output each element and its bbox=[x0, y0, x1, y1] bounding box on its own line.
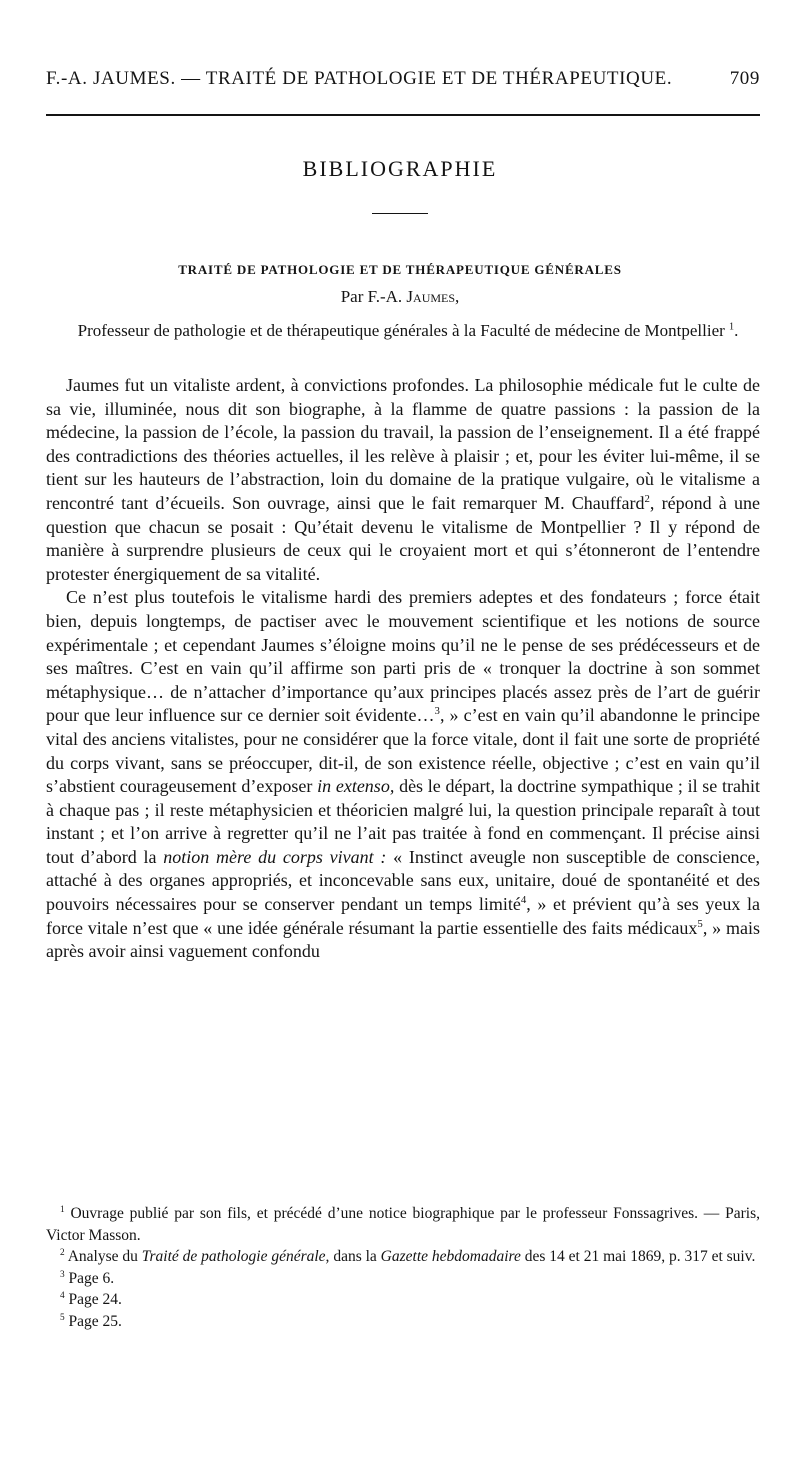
running-head-title: F.-A. JAUMES. — TRAITÉ DE PATHOLOGIE ET DE THÉRAPEUTIQUE. bbox=[46, 68, 673, 89]
text-run: , » c’est en vain qu’il abandonne le principe vital des anciens vitalistes, pour ne considérer que la force vitale, dont il fait une sorte de propriété du corps vivant, sans se préoccuper, dit-il, de son existence réelle, objective ; c’est en vain qu’il s’abstient courageusement d’exposer bbox=[46, 705, 760, 797]
affiliation-text: Professeur de pathologie et de thérapeutique générales à la Faculté de médecine de Montpellier bbox=[77, 321, 725, 340]
footnote-marker: 3 bbox=[60, 1269, 65, 1280]
footnote bbox=[46, 1289, 760, 1311]
author-prefix: Par bbox=[340, 287, 364, 306]
footnote bbox=[46, 1311, 760, 1333]
text-run: Jaumes fut un vitaliste ardent, à convictions profondes. La philosophie médicale fut le culte de sa vie, illuminée, nous dit son biographe, à la flamme de quatre passions : la passion de la médecine, la passion de l’école, la passion du travail, la passion de l’enseignement. Il a été frappé des contradictions des théories actuelles, il les relève à plaisir ; et, pour les éviter lui-même, il se tient sur les hauteurs de l’abstraction, loin du domaine de la pratique vulgaire, où le vitalisme a rencontré tant d’écueils. Son ouvrage, ainsi que le fait remarquer M. Chauffard bbox=[46, 375, 760, 513]
page-number: 709 bbox=[729, 68, 760, 89]
italic-phrase: in extenso, bbox=[317, 776, 395, 797]
footnote-text: dans la bbox=[333, 1248, 377, 1265]
review-body bbox=[46, 374, 760, 964]
footnote-text: Page 25. bbox=[68, 1312, 122, 1330]
header-rule bbox=[46, 114, 760, 116]
paragraph bbox=[46, 586, 760, 964]
footnote-marker: 1 bbox=[60, 1204, 65, 1215]
text-run: dès le départ, la doctrine sympathique ; il se trahit à chaque pas ; il reste métaphysicien et théoricien malgré lui, la question principale reparaît à tout instant ; et l’on arrive à regretter qu’il ne l’ait pas traitée à fond en commençant. Il précise ainsi tout d’abord la bbox=[46, 776, 761, 867]
author-affiliation: Professeur de pathologie et de thérapeutique générales à la Faculté de médecine de Montpellier $^1$. bbox=[77, 321, 739, 340]
paragraph bbox=[46, 374, 760, 586]
footnote-text: Page 24. bbox=[68, 1291, 122, 1308]
section-title: BIBLIOGRAPHIE bbox=[302, 156, 498, 181]
footnote-text: Page 6. bbox=[68, 1269, 115, 1287]
text-run: Ce n’est plus toutefois le vitalisme hardi des premiers adeptes et des fondateurs ; force était bien, depuis longtemps, de pactiser avec le mouvement scientifique et les notions de source expérimentale ; et cependant Jaumes s’éloigne moins qu’il ne le pense de ses prédécesseurs et de ses maîtres. C’est en vain qu’il affirme son parti pris de « tronquer la doctrine à son sommet métaphysique… de n’attacher d’importance qu’aux principes placés assez près de l’art de guérir pour que leur influence sur ce dernier soit évidente… bbox=[46, 587, 760, 726]
footnote-ref: 4 bbox=[520, 894, 527, 907]
footnote-marker: 2 bbox=[60, 1247, 65, 1258]
italic-phrase: notion mère du corps vivant : bbox=[163, 846, 387, 867]
footnote-ref: 5 bbox=[697, 917, 703, 930]
footnote-marker: 4 bbox=[60, 1290, 65, 1301]
book-title: TRAITÉ DE PATHOLOGIE ET DE THÉRAPEUTIQUE GÉNÉRALES bbox=[178, 262, 622, 277]
footnote-ref: 3 bbox=[434, 705, 440, 718]
footnote-title: Traité de pathologie générale, bbox=[141, 1248, 330, 1265]
text-run: , » et prévient qu’à ses yeux la force vitale n’est que « une idée générale résumant la partie essentielle des faits médicaux bbox=[46, 894, 760, 938]
text-run: , répond à une question que chacun se posait : Qu’était devenu le vitalisme de Montpellier ? Il y répond de manière à surprendre plusieurs de ceux qui le croyaient mort et qui s’étonneront de l’entendre protester énergiquement de sa vitalité. bbox=[46, 492, 760, 584]
footnote bbox=[46, 1203, 760, 1246]
running-head bbox=[46, 68, 760, 90]
footnote-text: des 14 et 21 mai 1869, p. 317 et suiv. bbox=[524, 1248, 756, 1265]
footnote-text: Analyse du bbox=[67, 1248, 138, 1265]
footnote-marker: 5 bbox=[60, 1312, 65, 1323]
author-line bbox=[0, 287, 800, 307]
text-run: , » mais après avoir ainsi vaguement confondu bbox=[46, 917, 760, 962]
author-name: F.-A. Jaumes, bbox=[367, 287, 460, 306]
footnote-text: Ouvrage publié par son fils, et précédé d’une notice biographique par le professeur Fonssagrives. — Paris, Victor Masson. bbox=[46, 1205, 761, 1244]
section-divider bbox=[372, 213, 428, 214]
footnote-ref: 1 bbox=[729, 321, 735, 333]
text-run: « Instinct aveugle non susceptible de conscience, attaché à des organes appropriés, et inconcevable sans eux, unitaire, doué de spontanéité et des pouvoirs nécessaires pour se conserver pendant un temps limité bbox=[46, 846, 761, 915]
footnotes bbox=[46, 1203, 760, 1332]
footnote-title: Gazette hebdomadaire bbox=[380, 1248, 521, 1265]
footnote bbox=[46, 1246, 760, 1268]
footnote-ref: 2 bbox=[644, 492, 650, 505]
footnote bbox=[46, 1268, 760, 1290]
